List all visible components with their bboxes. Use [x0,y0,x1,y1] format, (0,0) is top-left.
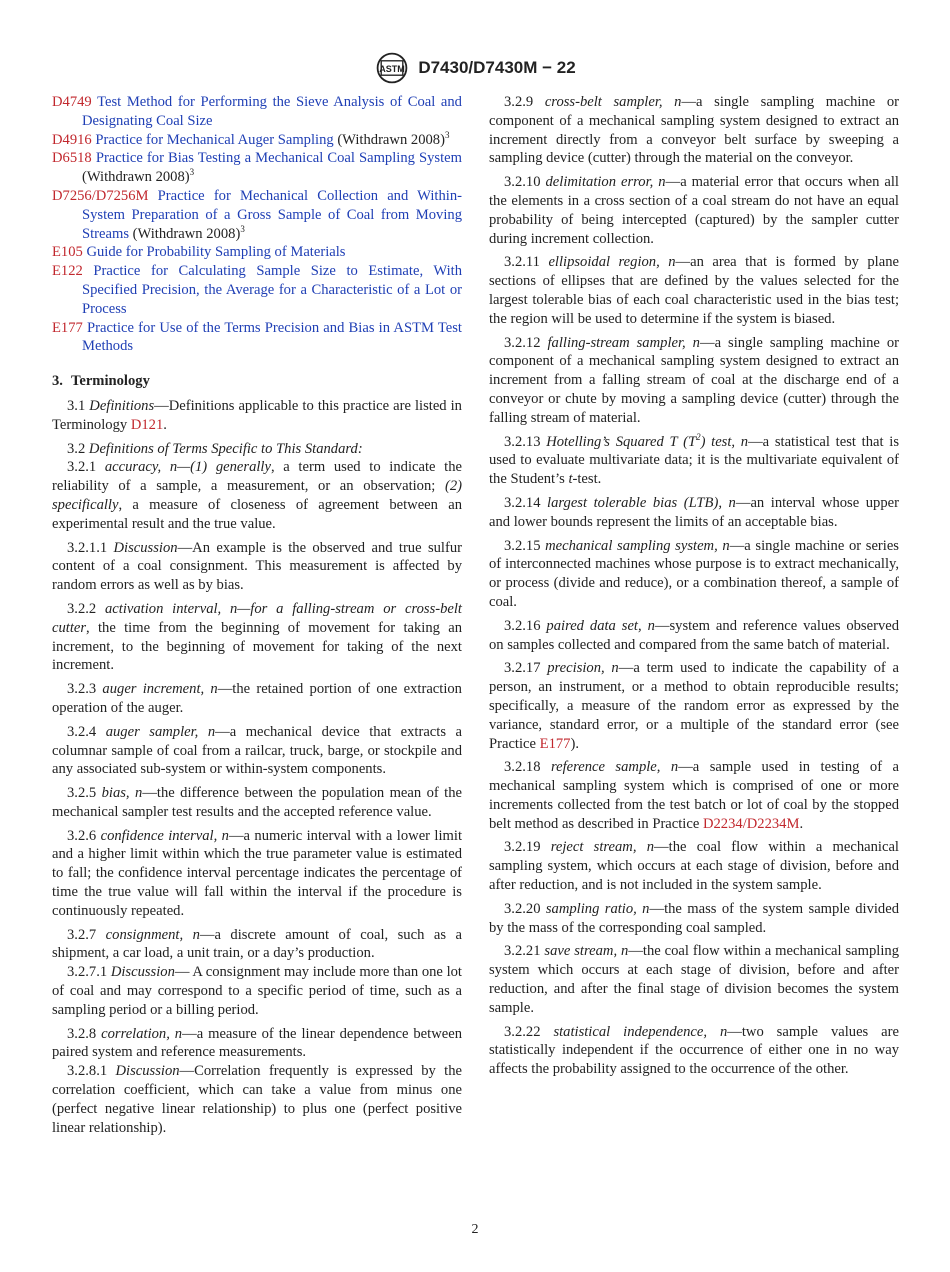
definition-3-2-3: 3.2.3 auger increment, n—the retained portion of one extraction operation of the auger. [52,681,462,716]
reference-code-link[interactable]: D4749 [52,94,92,110]
reference-item [52,319,462,357]
definition-3-2-15: 3.2.15 mechanical sampling system, n—a single machine or series of interconnected machines whose purpose is to extract mechanically, or process (divide and reduce), or a combination thereof, a sample of coal. [489,537,899,610]
definition-3-2-2: 3.2.2 activation interval, n—for a falling-stream or cross-belt cutter, the time from the beginning of movement for taking an increment, to the beginning of movement for taking of the next increment. [52,600,462,674]
reference-code-link[interactable]: E177 [52,319,83,336]
reference-title-link[interactable]: Practice for Calculating Sample Size to Estimate, With Specified Precision, the Average for a Characteristic of a Lot or Process [82,263,462,317]
terminology-link[interactable]: D121 [130,416,164,433]
reference-code-link[interactable]: D4916 [52,131,92,148]
reference-title-link[interactable]: Practice for Mechanical Collection and Within-System Preparation of a Gross Sample of Coal from Moving Streams [82,187,462,242]
practice-link[interactable]: E177 [539,735,571,752]
reference-title-link[interactable]: Practice for Mechanical Auger Sampling [95,131,334,148]
definition-3-2-13: 3.2.13 Hotelling’s Squared T $(T^2)$ test, n—a statistical test that is used to evaluate multivariate data; it is the multivariate equivalent of the Student’s t-test. [489,431,899,488]
left-column [52,93,462,1142]
definition-3-2-11: 3.2.11 ellipsoidal region, n—an area that is formed by plane sections of ellipses that are defined by the values selected for the largest tolerable bias of each coal characteristic used in the bias test; the region will be used to determine if the system is biased. [489,254,899,327]
section-heading: 3. Terminology [52,373,150,390]
definition-3-2-7: 3.2.7 consignment, n—a discrete amount of coal, such as a shipment, a car load, a unit train, or a day’s production. [52,926,462,962]
definition-3-2: 3.2 Definitions of Terms Specific to This Standard: [67,440,363,457]
definition-3-2-8: 3.2.8 correlation, n—a measure of the linear dependence between paired system and reference measurements. [52,1025,463,1061]
page-number: 2 [471,1222,479,1237]
definition-3-2-16: 3.2.16 paired data set, n—system and reference values observed on samples collected and compared from the same batch of material. [489,617,900,653]
definition-3-2-10: 3.2.10 delimitation error, n—a material error that occurs when all the elements in a cross section of a coal stream do not have an equal probability of being intercepted (captured) by the sampler cutter during increment collection. [489,174,899,247]
reference-title-link[interactable]: Test Method for Performing the Sieve Analysis of Coal and Designating Coal Size [82,94,462,129]
astm-logo-icon [374,50,410,86]
reference-item: D6518 Practice for Bias Testing a Mechanical Coal Sampling System (Withdrawn 2008)$^3$ [52,150,462,186]
reference-title-link[interactable]: Guide for Probability Sampling of Materials [86,244,346,261]
reference-code-link[interactable]: D7256/D7256M [52,187,149,204]
definition-3-2-14: 3.2.14 largest tolerable bias (LTB), n—an interval whose upper and lower bounds represent the limits of an acceptable bias. [489,494,899,530]
definition-3-2-20: 3.2.20 sampling ratio, n—the mass of the system sample divided by the mass of the corresponding coal sampled. [489,900,900,936]
definition-3-2-18: 3.2.18 reference sample, n—a sample used in testing of a mechanical sampling system which is comprised of one or more increments collected from the test batch or lot of coal by the stopped belt method as described in Practice D2234/D2234M. [489,759,900,832]
definition-3-2-7-1: 3.2.7.1 Discussion— A consignment may include more than one lot of coal and may correspond to a specific period of time, such as a sampling period or a billing period. [52,964,462,1018]
reference-item [52,243,462,262]
definition-3-2-1-1: 3.2.1.1 Discussion—An example is the observed and true sulfur content of a coal consignment. This measurement is affected by random errors as well as by bias. [52,539,462,594]
page-header [0,50,950,86]
right-column [489,93,899,1084]
document-designation: D7430/D7430M − 22 [418,58,576,77]
definition-3-2-17: 3.2.17 precision, n—a term used to indicate the capability of a person, an instrument, or a method to obtain reproducible results; specifically, a measure of the random error as expressed by the variance, standard error, or a multiple of the standard error (see Practice E177). [489,660,899,752]
definition-3-2-9: 3.2.9 cross-belt sampler, n—a single sampling machine or component of a mechanical sampling system designed to extract an increment directly from a conveyor belt surface by sweeping a sampling device (cutter) through the material on the conveyor. [489,94,899,167]
definition-3-2-6: 3.2.6 confidence interval, n—a numeric interval with a lower limit and a higher limit within which the true parameter value is estimated to fall; the confidence interval percentage indicates the percentage of time the true value will fall within the interval if the procedure is continuously repeated. [52,827,462,919]
reference-code-link[interactable]: D6518 [52,150,92,167]
definition-3-2-5: 3.2.5 bias, n—the difference between the population mean of the mechanical sampler test results and the accepted reference value. [52,785,463,820]
reference-item [52,93,462,131]
reference-item: D4916 Practice for Mechanical Auger Sampling (Withdrawn 2008)$^3$ [52,129,450,148]
definition-3-2-1: 3.2.1 accuracy, n—(1) generally, a term used to indicate the reliability of a sample, a measurement, or an observation; (2) specifically, a measure of closeness of agreement between an experimental result and the true value. [52,459,462,532]
reference-list [52,93,462,356]
definition-3-2-21: 3.2.21 save stream, n—the coal flow within a mechanical sampling system which occurs at each stage of division, before and after reduction, and after the final stage of division becomes the system sample. [489,943,900,1016]
definition-3-2-4: 3.2.4 auger sampler, n—a mechanical device that extracts a columnar sample of coal from a railcar, truck, barge, or stockpile and any associated sub-system or within-system components. [52,723,462,778]
definition-3-2-22: 3.2.22 statistical independence, n—two sample values are statistically independent if the occurrence of either one in no way affects the probability assigned to the occurrence of the other. [489,1023,899,1078]
reference-title-link[interactable]: Practice for Bias Testing a Mechanical Coal Sampling System [95,150,462,167]
reference-title-link[interactable]: Practice for Use of the Terms Precision and Bias in ASTM Test Methods [82,319,462,355]
reference-item [52,262,462,318]
svg-text:ASTM: ASTM [379,64,406,75]
definition-3-2-19: 3.2.19 reject stream, n—the coal flow within a mechanical sampling system, which occurs at each stage of division, before and after reduction, and is not included in the system sample. [489,839,899,894]
reference-code-link[interactable]: E122 [52,263,83,280]
definition-3-1: 3.1 Definitions—Definitions applicable to this practice are listed in Terminology D121. [52,397,462,433]
definition-3-2-8-1: 3.2.8.1 Discussion—Correlation frequently is expressed by the correlation coefficient, which can take a value from minus one (perfect negative linear relationship) to plus one (perfect positive linear relationship). [52,1063,462,1136]
definition-3-2-12: 3.2.12 falling-stream sampler, n—a single sampling machine or component of a mechanical sampling system designed to extract an increment from a falling stream of coal at the discharge end of a conveyor or chute by moving a sampling device (cutter) through the falling stream of material. [489,334,899,426]
practice-link[interactable]: D2234/D2234M [702,815,800,832]
reference-item: D7256/D7256M Practice for Mechanical Collection and Within-System Preparation of a Gross Sample of Coal from Moving Streams (Withdrawn 2008)$^3$ [52,187,462,242]
reference-code-link[interactable]: E105 [52,244,83,261]
